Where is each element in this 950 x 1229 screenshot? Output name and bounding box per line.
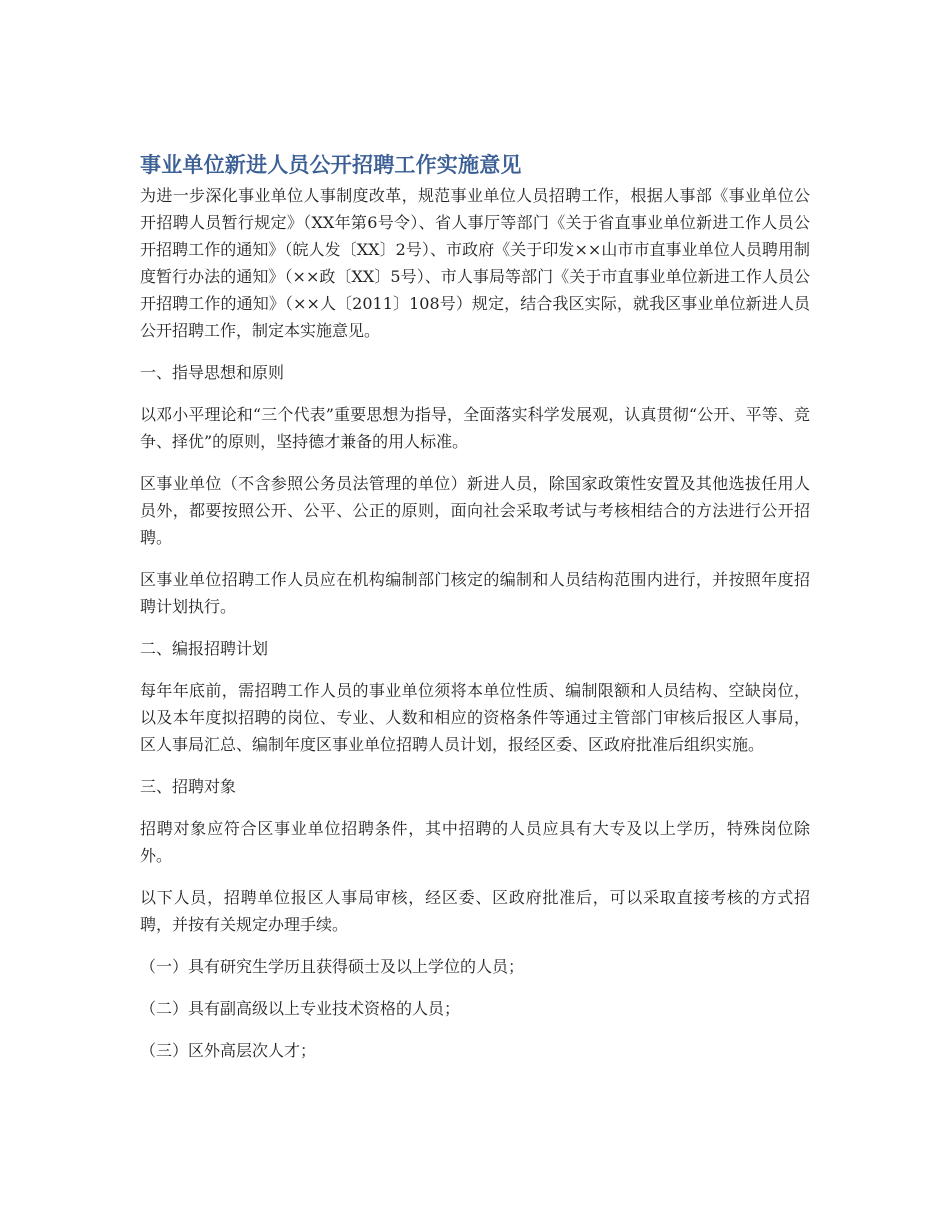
section-heading-1: 一、指导思想和原则 xyxy=(140,363,285,382)
paragraph-recruitment-principle: 区事业单位（不含参照公务员法管理的单位）新进人员，除国家政策性安置及其他选拔任用人员外，都要按照公开、公平、公正的原则，面向社会采取考试与考核相结合的方法进行公开招聘。 xyxy=(140,474,810,547)
list-item-2: （二）具有副高级以上专业技术资格的人员； xyxy=(140,999,461,1018)
paragraph-recruitment-target: 招聘对象应符合区事业单位招聘条件，其中招聘的人员应具有大专及以上学历，特殊岗位除外。 xyxy=(140,819,810,865)
paragraph-direct-assessment: 以下人员，招聘单位报区人事局审核，经区委、区政府批准后，可以采取直接考核的方式招聘，并按有关规定办理手续。 xyxy=(140,888,810,934)
document-page xyxy=(140,148,810,1079)
list-item-1: （一）具有研究生学历且获得硕士及以上学位的人员； xyxy=(140,957,525,976)
list-item-3: （三）区外高层次人才； xyxy=(140,1041,317,1060)
intro-paragraph: 为进一步深化事业单位人事制度改革，规范事业单位人员招聘工作，根据人事部《事业单位公开招聘人员暂行规定》（XX年第6号令）、省人事厅等部门《关于省直事业单位新进工作人员公开招聘工作的通知》（皖人发〔XX〕2号）、市政府《关于印发××山市市直事业单位人员聘用制度暂行办法的通知》（××政〔XX〕5号）、市人事局等部门《关于市直事业单位新进工作人员公开招聘工作的通知》（××人〔2011〕108号）规定，结合我区实际，就我区事业单位新进人员公开招聘工作，制定本实施意见。 xyxy=(140,186,810,340)
paragraph-recruitment-plan: 每年年底前，需招聘工作人员的事业单位须将本单位性质、编制限额和人员结构、空缺岗位，以及本年度拟招聘的岗位、专业、人数和相应的资格条件等通过主管部门审核后报区人事局，区人事局汇总、编制年度区事业单位招聘人员计划，报经区委、区政府批准后组织实施。 xyxy=(140,681,810,754)
document-title: 事业单位新进人员公开招聘工作实施意见 xyxy=(140,153,522,177)
section-heading-3: 三、招聘对象 xyxy=(140,777,237,796)
paragraph-guiding-thought: 以邓小平理论和“三个代表”重要思想为指导，全面落实科学发展观，认真贯彻“公开、平等、竞争、择优”的原则，坚持德才兼备的用人标准。 xyxy=(140,405,810,451)
paragraph-staffing-scope: 区事业单位招聘工作人员应在机构编制部门核定的编制和人员结构范围内进行，并按照年度招聘计划执行。 xyxy=(140,570,810,616)
section-heading-2: 二、编报招聘计划 xyxy=(140,639,269,658)
